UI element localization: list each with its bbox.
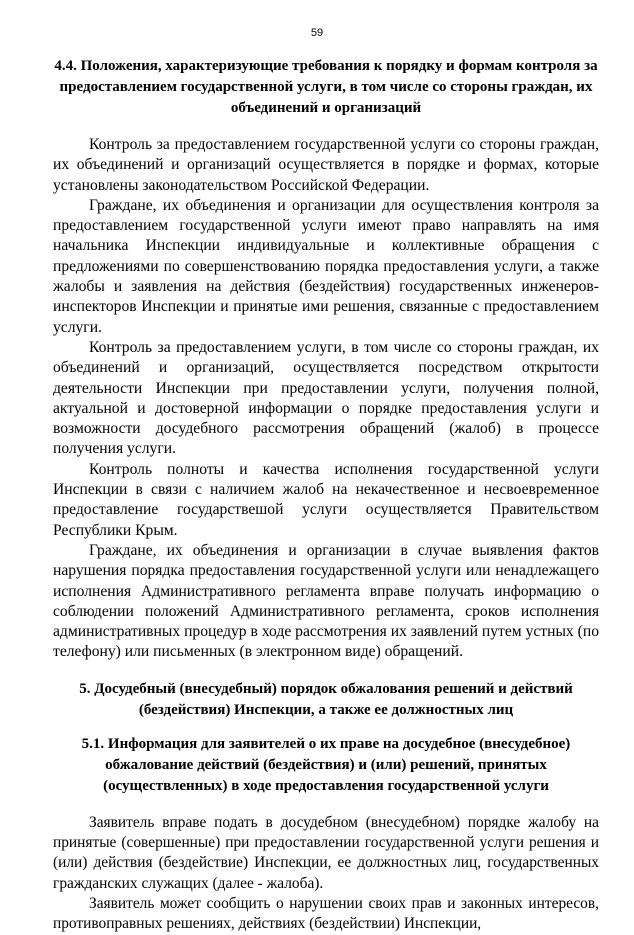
paragraph: Граждане, их объединения и организации в случае выявления фактов нарушения порядка предоставления государственной услуги или ненадлежащего исполнения Административного регламента вправе получать информацию о соблюдении положений Административного регламента, сроков исполнения административных процедур в ходе рассмотрения их заявлений путем устных (по телефону) или письменных (в электронном виде) обращений. [53, 541, 599, 661]
paragraph: Контроль полноты и качества исполнения государственной услуги Инспекции в связи с наличием жалоб на некачественное и несвоевременное предоставление государствешой услуги осуществляется Правительством Республики Крым. [53, 460, 599, 539]
paragraph: Заявитель может сообщить о нарушении своих прав и законных интересов, противоправных решениях, действиях (бездействии) Инспекции, [53, 894, 599, 933]
paragraph: Граждане, их объединения и организации для осуществления контроля за предоставлением государственной услуги имеют право направлять на имя начальника Инспекции индивидуальные и коллективные обращения с предложениями по совершенствованию порядка предоставления услуги, а также жалобы и заявления на действия (бездействия) государственных инженеров-инспекторов Инспекции и принятые ими решения, связанные с предоставлением услуги. [53, 196, 599, 336]
paragraph: Контроль за предоставлением услуги, в том числе со стороны граждан, их объединений и организаций, осуществляется посредством открытости деятельности Инспекции при предоставлении услуги, получения полной, актуальной и достоверной информации о порядке предоставления услуги и возможности досудебного рассмотрения обращений (жалоб) в процессе получения услуги. [53, 338, 599, 458]
section-5-title: 5. Досудебный (внесудебный) порядок обжалования решений и действий (бездействия) Инспекции, а также ее должностных лиц [79, 680, 573, 718]
section-5-1-body [53, 813, 599, 935]
section-5-1-title: 5.1. Информация для заявителей о их праве на досудебное (внесудебное) обжалование действий (бездействия) и (или) решений, принятых (осуществленных) в ходе предоставления государственной услуги [81, 735, 571, 794]
paragraph: Заявитель вправе подать в досудебном (внесудебном) порядке жалобу на принятые (совершенные) при предоставлении государственной услуги решения и (или) действия (бездействие) Инспекции, ее должностных лиц, государственных гражданских служащих (далее - жалоба). [53, 813, 599, 892]
paragraph: Контроль за предоставлением государственной услуги со стороны граждан, их объединений и организаций осуществляется в порядке и формах, которые установлены законодательством Российской Федерации. [53, 136, 599, 194]
section-4-4-body [53, 135, 599, 663]
page-content [53, 56, 599, 935]
section-4-4-title: 4.4. Положения, характеризующие требования к порядку и формам контроля за предоставлением государственной услуги, в том числе со стороны граждан, их объединений и организаций [54, 58, 598, 116]
page-number: 59 [310, 27, 324, 39]
